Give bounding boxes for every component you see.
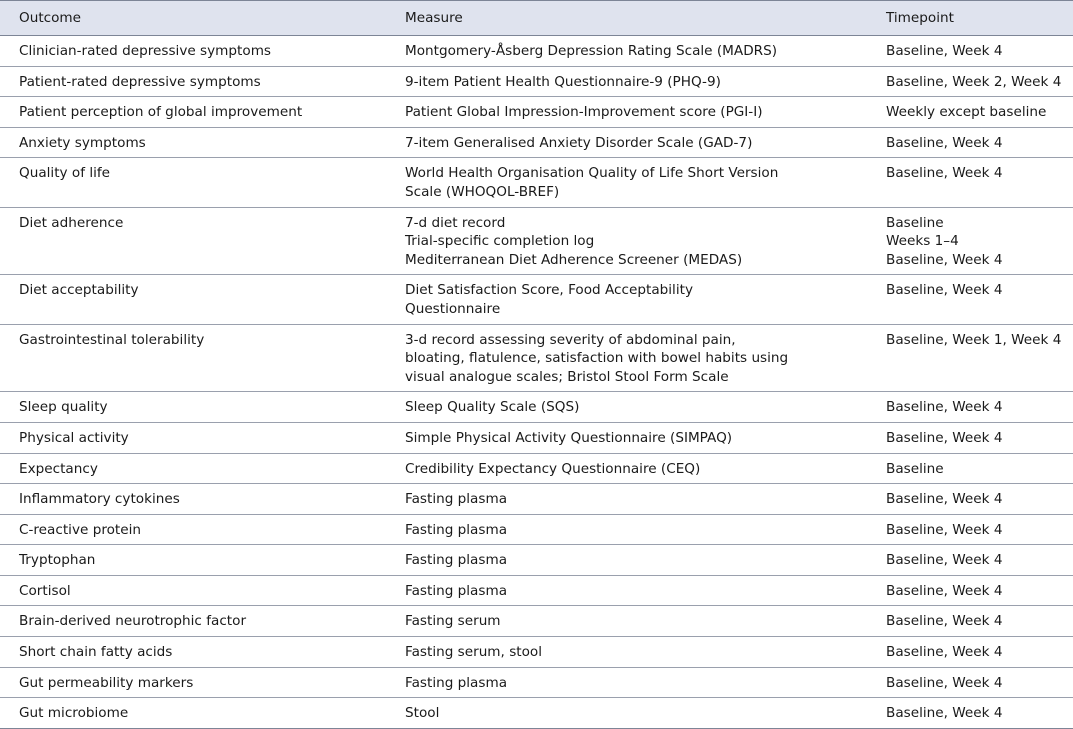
table-body <box>0 36 1073 729</box>
measure-cell <box>386 514 867 545</box>
outcome-cell: Expectancy <box>0 453 386 484</box>
measure-line: Fasting plasma <box>405 521 508 538</box>
measure-line: Fasting plasma <box>405 552 508 569</box>
table-row <box>0 514 1073 545</box>
timepoint-line: Baseline, Week 4 <box>886 705 1003 722</box>
table-row <box>0 453 1073 484</box>
header-row <box>0 1 1073 36</box>
measure-cell <box>386 158 867 207</box>
timepoint-cell <box>867 97 1073 128</box>
outcome-cell: Brain-derived neurotrophic factor <box>0 606 386 637</box>
measure-cell <box>386 66 867 97</box>
timepoint-cell <box>867 127 1073 158</box>
measure-line: Fasting plasma <box>405 491 508 508</box>
measure-cell <box>386 484 867 515</box>
table-row <box>0 392 1073 423</box>
measure-line: Simple Physical Activity Questionnaire (SIMPAQ) <box>405 429 733 446</box>
outcome-cell: Short chain fatty acids <box>0 637 386 668</box>
measure-cell <box>386 422 867 453</box>
outcome-cell: Diet acceptability <box>0 275 386 324</box>
measure-cell <box>386 127 867 158</box>
timepoint-line: Baseline, Week 4 <box>886 552 1003 569</box>
measure-line: Scale (WHOQOL-BREF) <box>405 183 560 200</box>
measure-line: 3-d record assessing severity of abdominal pain, <box>405 331 736 348</box>
measure-cell <box>386 575 867 606</box>
table-row <box>0 484 1073 515</box>
timepoint-cell <box>867 158 1073 207</box>
header-outcome: Outcome <box>0 1 386 36</box>
table-row <box>0 637 1073 668</box>
outcome-cell: Diet adherence <box>0 207 386 275</box>
measure-line: 9-item Patient Health Questionnaire-9 (PHQ-9) <box>405 73 721 90</box>
timepoint-line: Baseline, Week 4 <box>886 43 1003 59</box>
table-row <box>0 422 1073 453</box>
measure-line: Questionnaire <box>405 300 501 317</box>
table-row <box>0 275 1073 324</box>
outcome-cell: Clinician-rated depressive symptoms <box>0 36 386 67</box>
outcome-cell: Gut microbiome <box>0 698 386 729</box>
timepoint-line: Baseline <box>886 214 944 231</box>
measure-line: Fasting serum <box>405 613 501 630</box>
outcome-cell: Anxiety symptoms <box>0 127 386 158</box>
timepoint-line: Baseline, Week 4 <box>886 613 1003 630</box>
measure-line: Fasting plasma <box>405 674 508 691</box>
table-row <box>0 207 1073 275</box>
measure-line: Mediterranean Diet Adherence Screener (MEDAS) <box>405 251 743 268</box>
table-row <box>0 667 1073 698</box>
timepoint-cell <box>867 66 1073 97</box>
outcome-cell: Patient perception of global improvement <box>0 97 386 128</box>
timepoint-line: Baseline, Week 4 <box>886 165 1003 182</box>
outcome-cell: Sleep quality <box>0 392 386 423</box>
timepoint-line: Weekly except baseline <box>886 104 1047 121</box>
measure-cell <box>386 453 867 484</box>
measure-cell <box>386 36 867 67</box>
measure-cell <box>386 97 867 128</box>
measure-line: Montgomery-Åsberg Depression Rating Scale (MADRS) <box>405 43 778 59</box>
outcome-cell: Quality of life <box>0 158 386 207</box>
table-row <box>0 97 1073 128</box>
timepoint-line: Baseline, Week 2, Week 4 <box>886 73 1062 90</box>
timepoint-cell <box>867 514 1073 545</box>
measure-line: Credibility Expectancy Questionnaire (CEQ) <box>405 460 701 477</box>
measure-line: 7-d diet record <box>405 214 506 231</box>
timepoint-cell <box>867 275 1073 324</box>
measure-line: visual analogue scales; Bristol Stool Form Scale <box>405 368 729 385</box>
measure-cell <box>386 667 867 698</box>
measure-line: Stool <box>405 705 440 722</box>
measure-line: Trial-specific completion log <box>405 233 595 250</box>
timepoint-cell <box>867 698 1073 729</box>
table-row <box>0 324 1073 392</box>
measure-line: Diet Satisfaction Score, Food Acceptability <box>405 282 693 299</box>
measure-line: Sleep Quality Scale (SQS) <box>405 399 580 416</box>
header-measure: Measure <box>386 1 867 36</box>
measure-cell <box>386 545 867 576</box>
timepoint-cell <box>867 207 1073 275</box>
timepoint-line: Weeks 1–4 <box>886 233 959 250</box>
table-row <box>0 606 1073 637</box>
outcome-cell: C-reactive protein <box>0 514 386 545</box>
measure-line: Patient Global Impression-Improvement score (PGI-I) <box>405 104 763 121</box>
table-row <box>0 545 1073 576</box>
table-row <box>0 575 1073 606</box>
timepoint-line: Baseline <box>886 460 944 477</box>
timepoint-cell <box>867 484 1073 515</box>
measure-line: Fasting plasma <box>405 582 508 599</box>
table-row <box>0 698 1073 729</box>
measure-line: 7-item Generalised Anxiety Disorder Scale (GAD-7) <box>405 134 753 151</box>
outcome-cell: Cortisol <box>0 575 386 606</box>
timepoint-line: Baseline, Week 4 <box>886 674 1003 691</box>
table-row <box>0 158 1073 207</box>
measure-cell <box>386 207 867 275</box>
outcome-cell: Patient-rated depressive symptoms <box>0 66 386 97</box>
outcome-cell: Gut permeability markers <box>0 667 386 698</box>
measure-cell <box>386 392 867 423</box>
timepoint-cell <box>867 606 1073 637</box>
timepoint-line: Baseline, Week 4 <box>886 582 1003 599</box>
outcome-cell: Physical activity <box>0 422 386 453</box>
timepoint-line: Baseline, Week 4 <box>886 644 1003 661</box>
measure-line: World Health Organisation Quality of Life Short Version <box>405 165 779 182</box>
measure-cell <box>386 275 867 324</box>
timepoint-line: Baseline, Week 1, Week 4 <box>886 331 1062 348</box>
timepoint-cell <box>867 392 1073 423</box>
outcome-cell: Gastrointestinal tolerability <box>0 324 386 392</box>
timepoint-cell <box>867 324 1073 392</box>
outcome-cell: Inflammatory cytokines <box>0 484 386 515</box>
timepoint-line: Baseline, Week 4 <box>886 251 1003 268</box>
timepoint-line: Baseline, Week 4 <box>886 429 1003 446</box>
timepoint-cell <box>867 453 1073 484</box>
measure-line: Fasting serum, stool <box>405 644 543 661</box>
table-row <box>0 66 1073 97</box>
timepoint-cell <box>867 667 1073 698</box>
measure-line: bloating, flatulence, satisfaction with bowel habits using <box>405 350 789 367</box>
measure-cell <box>386 698 867 729</box>
timepoint-cell <box>867 637 1073 668</box>
measure-cell <box>386 637 867 668</box>
timepoint-line: Baseline, Week 4 <box>886 491 1003 508</box>
table-row <box>0 127 1073 158</box>
outcome-cell: Tryptophan <box>0 545 386 576</box>
table-header <box>0 1 1073 36</box>
timepoint-cell <box>867 36 1073 67</box>
timepoint-cell <box>867 545 1073 576</box>
measure-cell <box>386 606 867 637</box>
timepoint-line: Baseline, Week 4 <box>886 521 1003 538</box>
timepoint-line: Baseline, Week 4 <box>886 282 1003 299</box>
timepoint-line: Baseline, Week 4 <box>886 134 1003 151</box>
table-row <box>0 36 1073 67</box>
timepoint-line: Baseline, Week 4 <box>886 399 1003 416</box>
header-timepoint: Timepoint <box>867 1 1073 36</box>
timepoint-cell <box>867 575 1073 606</box>
timepoint-cell <box>867 422 1073 453</box>
measure-cell <box>386 324 867 392</box>
